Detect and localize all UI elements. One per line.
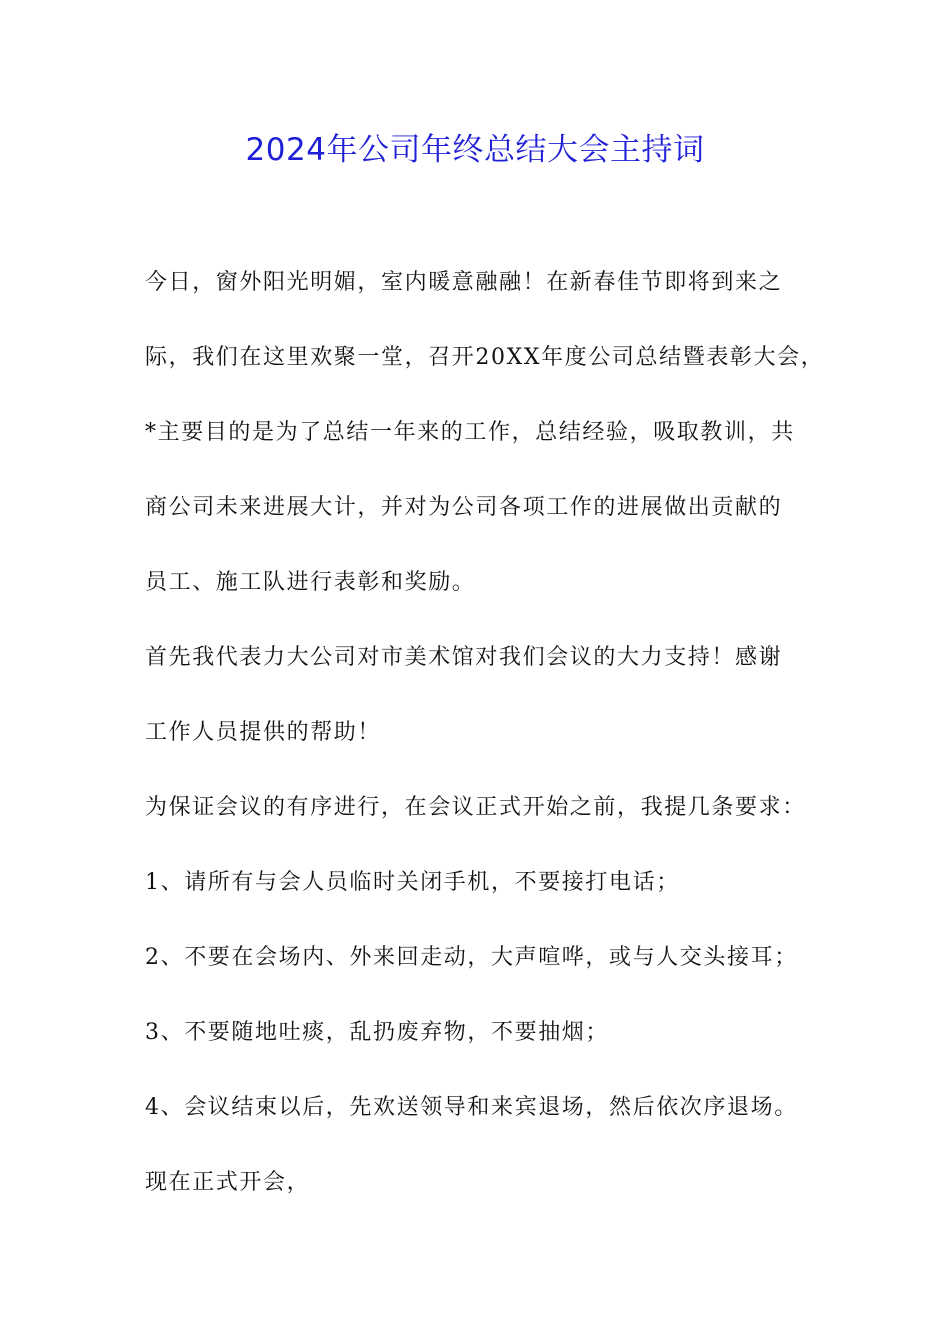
list-item: 4、会议结束以后，先欢送领导和来宾退场，然后依次序退场。: [145, 1095, 798, 1120]
document-title: 2024年公司年终总结大会主持词: [245, 132, 705, 168]
list-item: 2、不要在会场内、外来回走动，大声喧哗，或与人交头接耳；: [145, 945, 798, 970]
paragraph-line: 今日，窗外阳光明媚，室内暖意融融！在新春佳节即将到来之: [145, 270, 783, 295]
list-item: 1、请所有与会人员临时关闭手机，不要接打电话；: [145, 870, 680, 895]
paragraph-line: 员工、施工队进行表彰和奖励。: [145, 570, 476, 595]
paragraph-line: 为保证会议的有序进行，在会议正式开始之前，我提几条要求：: [145, 795, 806, 820]
paragraph-line: 工作人员提供的帮助！: [145, 720, 382, 745]
list-item: 3、不要随地吐痰，乱扔废弃物，不要抽烟；: [145, 1020, 609, 1045]
paragraph-line: *主要目的是为了总结一年来的工作，总结经验，吸取教训，共: [145, 420, 795, 445]
paragraph-line: 现在正式开会，: [145, 1170, 311, 1195]
paragraph-line: 际，我们在这里欢聚一堂，召开20XX年度公司总结暨表彰大会，: [145, 345, 825, 370]
paragraph-line: 首先我代表力大公司对市美术馆对我们会议的大力支持！感谢: [145, 645, 783, 670]
paragraph-line: 商公司未来进展大计，并对为公司各项工作的进展做出贡献的: [145, 495, 783, 520]
